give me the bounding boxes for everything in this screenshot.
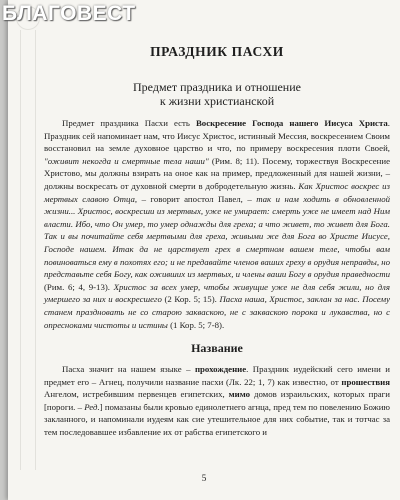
page-number: 5: [201, 474, 207, 484]
p1-text: (Рим. 8; 11). Посему, торжествуя Воскресение Христово, мы должны взирать на оное как на пример, предложенный для нашей жизни, – должны воскресать от духовной смерти в добродетельную жизнь.: [44, 155, 390, 191]
p1-quote: так и нам ходить в обновленной жизни... Христос, воскресши из мертвых, уже не умирает: смерть уже не имеет над Ним власти. Ибо, что Он умер, то умер однажды для греха; а что живет, то живет для Бога. Так и вы почитайте себя мертвыми для греха, живыми же для Бога во Христе Иисусе, Господе нашем. Итак да не царствует грех в смертном вашем теле, чтобы вам повиноваться ему в похотях его; и не предавайте членов ваших греху в орудия неправды, но представьте себя Богу, как оживших из мертвых, и члены ваши Богу в орудия праведности: [44, 193, 390, 280]
book-page: [8, 0, 400, 500]
p2-text: Ангелом, истребившим первенцев египетских,: [44, 389, 229, 400]
p1-text: (1 Кор. 5; 7-8).: [167, 319, 225, 330]
p1-text: . Праздник сей напоминает нам, что Иисус Христос, истинный Мессия, воскресением Своим восстановил на земле духовное царство и что, по примеру воскресения плоти Своей,: [44, 118, 390, 154]
page-content: [44, 44, 390, 439]
paragraph-1: [44, 117, 390, 331]
chapter-title: ПРАЗДНИК ПАСХИ: [150, 44, 284, 59]
subtitle: [44, 80, 390, 108]
p2-italic: Ред.: [84, 401, 100, 412]
p2-bold: мимо: [228, 389, 251, 400]
watermark-logo: БЛАГОВЕСТ: [2, 2, 136, 25]
section-title: Название: [191, 341, 243, 356]
p1-quote: "оживит некогда и смертные тела наши": [44, 155, 209, 166]
p1-bold: Воскресение Господа нашего Иисуса Христа: [195, 118, 388, 128]
p1-text: (2 Кор. 5; 15).: [161, 294, 220, 305]
p1-quote: Пасха наша, Христос, заклан за нас. Посему станем праздновать не со старою закваскою, не с закваскою порока и лукавства, но с опресноками чистоты и истины: [44, 294, 390, 330]
subtitle-line-1: Предмет праздника и отношение: [133, 80, 301, 94]
p1-text: Предмет праздника Пасхи есть: [62, 118, 196, 128]
p2-text: домов израильских, которых праги [пороги. –: [44, 389, 390, 412]
p1-text: (Рим. 6; 4, 9-13).: [44, 281, 114, 292]
p2-text: . Праздник иудейский сего имени и предмет его – Агнец, получили название пасхи (Лк. 22; 1, 7) как известно, от: [44, 364, 390, 387]
p1-text: , – говорит апостол Павел, –: [134, 193, 257, 204]
p1-quote: Как Христос воскрес из мертвых славою Отца: [44, 180, 390, 204]
p2-bold: прохождение: [194, 364, 247, 375]
decorative-frame: [20, 30, 36, 470]
paragraph-2: [44, 363, 390, 439]
p2-text: ] помазаны были кровью единолетнего агнца, пред тем по повелению Божию закланного, и напоминали иудеям как сие утешительное для них событие, так и тотчас за тем последовавшее избавление их от рабства египетского и: [44, 401, 390, 438]
subtitle-line-2: к жизни христианской: [159, 94, 275, 108]
p1-quote: Христос за всех умер, чтобы живущие уже не для себя жили, но для умершего за них и воскресшего: [44, 281, 390, 305]
p2-bold: прошествия: [341, 376, 390, 387]
p2-text: Пасха значит на нашем языке –: [62, 364, 195, 375]
